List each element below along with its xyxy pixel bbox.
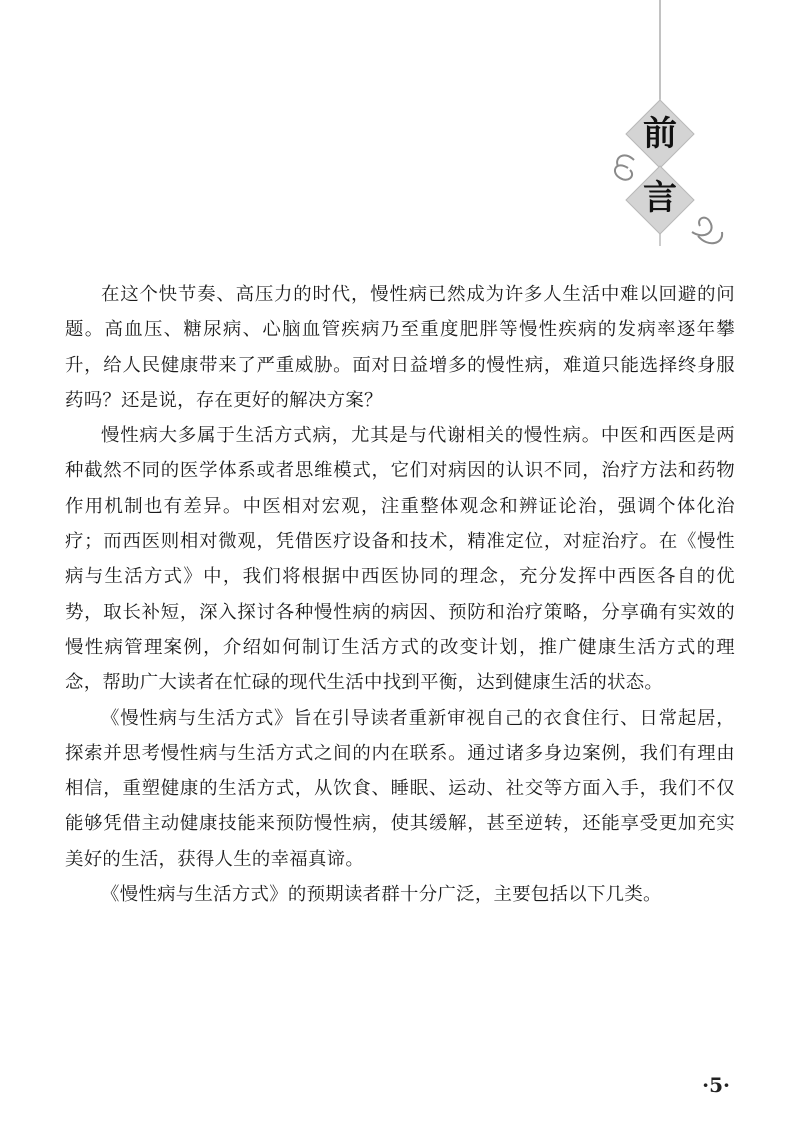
chapter-heading-ornament: [600, 0, 740, 250]
paragraph-4: 《慢性病与生活方式》的预期读者群十分广泛，主要包括以下几类。: [101, 884, 662, 906]
heading-char-1: 前: [643, 114, 677, 154]
body-text: [65, 277, 735, 912]
paragraph-2: 慢性病大多属于生活方式病，尤其是与代谢相关的慢性病。中医和西医是两种截然不同的医学体系或者思维模式，它们对病因的认识不同，治疗方法和药物作用机制也有差异。中医相对宏观，注重整体观念和辨证论治，强调个体化治疗；而西医则相对微观，凭借医疗设备和技术，精准定位，对症治疗。在《慢性病与生活方式》中，我们将根据中西医协同的理念，充分发挥中西医各自的优势，取长补短，深入探讨各种慢性病的病因、预防和治疗策略，分享确有实效的慢性病管理案例，介绍如何制订生活方式的改变计划，推广健康生活方式的理念，帮助广大读者在忙碌的现代生活中找到平衡，达到健康生活的状态。: [65, 425, 735, 694]
heading-char-2: 言: [643, 178, 677, 218]
paragraph-3: 《慢性病与生活方式》旨在引导读者重新审视自己的衣食住行、日常起居，探索并思考慢性病与生活方式之间的内在联系。通过诸多身边案例，我们有理由相信，重塑健康的生活方式，从饮食、睡眠、运动、社交等方面入手，我们不仅能够凭借主动健康技能来预防慢性病，使其缓解，甚至逆转，还能享受更加充实美好的生活，获得人生的幸福真谛。: [65, 707, 735, 870]
page-number: ·5·: [702, 1073, 730, 1097]
paragraph-1: 在这个快节奏、高压力的时代，慢性病已然成为许多人生活中难以回避的问题。高血压、糖尿病、心脑血管疾病乃至重度肥胖等慢性疾病的发病率逐年攀升，给人民健康带来了严重威胁。面对日益增多的慢性病，难道只能选择终身服药吗？还是说，存在更好的解决方案？: [65, 284, 735, 411]
